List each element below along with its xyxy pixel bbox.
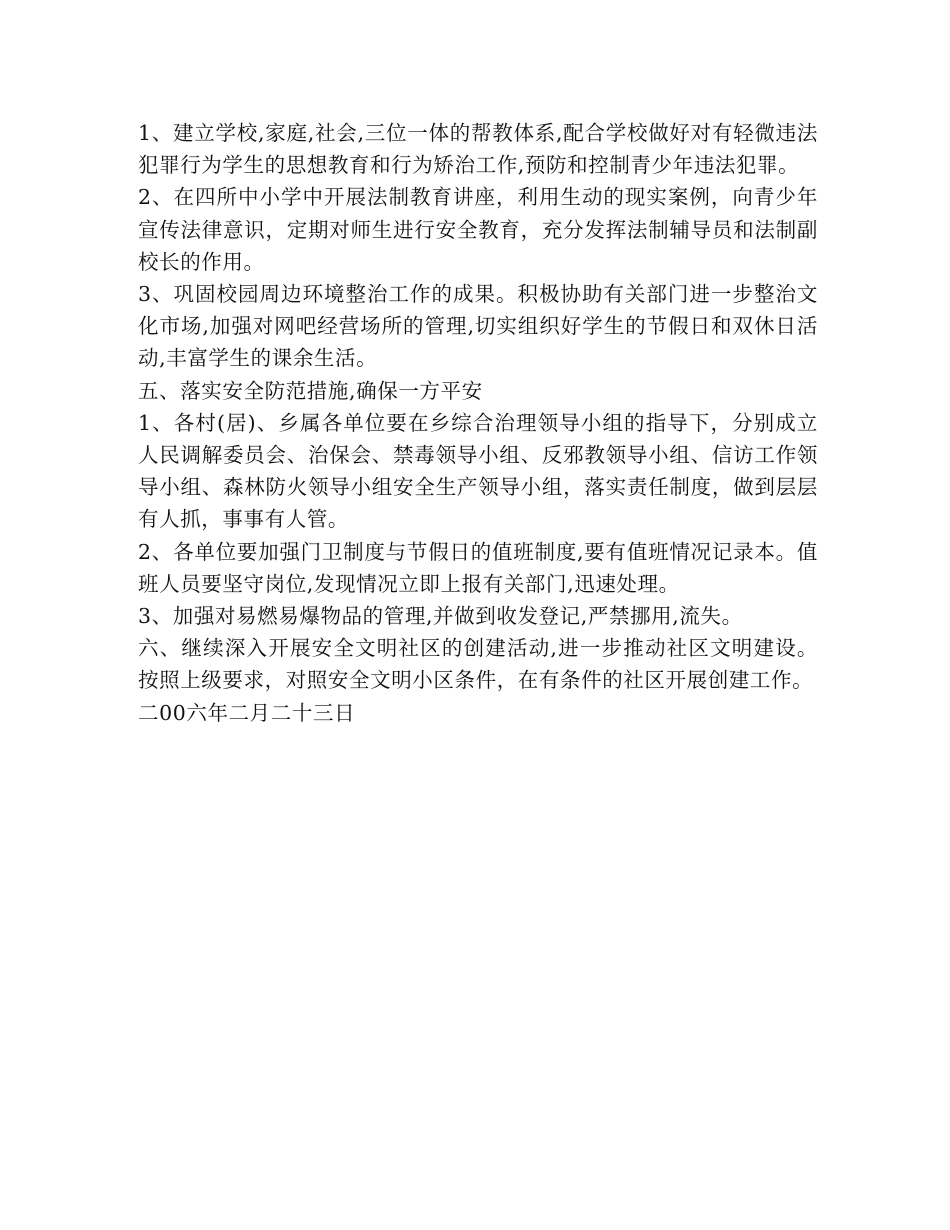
paragraph-school-help-system: 1、建立学校,家庭,社会,三位一体的帮教体系,配合学校做好对有轻微违法犯罪行为学生的思想教育和行为矫治工作,预防和控制青少年违法犯罪。 <box>138 121 818 178</box>
paragraph-campus-environment: 3、巩固校园周边环境整治工作的成果。积极协助有关部门进一步整治文化市场,加强对网吧经营场所的管理,切实组织好学生的节假日和双休日活动,丰富学生的课余生活。 <box>138 282 818 371</box>
section-heading-six: 六、继续深入开展安全文明社区的创建活动,进一步推动社区文明建设。按照上级要求，对照安全文明小区条件，在有条件的社区开展创建工作。 <box>138 636 818 693</box>
paragraph-legal-education-lectures: 2、在四所中小学中开展法制教育讲座，利用生动的现实案例，向青少年宣传法律意识，定期对师生进行安全教育，充分发挥法制辅导员和法制副校长的作用。 <box>138 185 818 274</box>
paragraph-village-units: 1、各村(居)、乡属各单位要在乡综合治理领导小组的指导下，分别成立人民调解委员会、治保会、禁毒领导小组、反邪教领导小组、信访工作领导小组、森林防火领导小组安全生产领导小组，落实责任制度，做到层层有人抓，事事有人管。 <box>138 410 818 532</box>
paragraph-duty-system: 2、各单位要加强门卫制度与节假日的值班制度,要有值班情况记录本。值班人员要坚守岗位,发现情况立即上报有关部门,迅速处理。 <box>138 539 818 596</box>
document-date: 二00六年二月二十三日 <box>138 700 356 725</box>
paragraph-flammable-materials: 3、加强对易燃易爆物品的管理,并做到收发登记,严禁挪用,流失。 <box>138 604 743 629</box>
document-body <box>138 117 818 729</box>
section-heading-five: 五、落实安全防范措施,确保一方平安 <box>138 378 483 403</box>
